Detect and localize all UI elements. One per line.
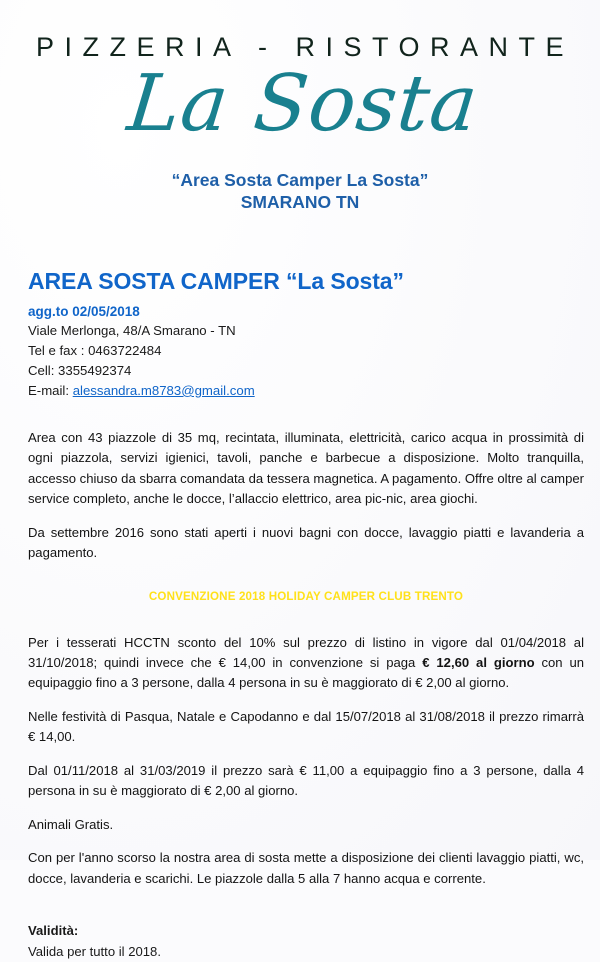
letterhead	[0, 0, 600, 149]
contact-address: Viale Merlonga, 48/A Smarano - TN	[28, 322, 236, 338]
validity-section	[28, 921, 584, 962]
description-paragraph-1: Area con 43 piazzole di 35 mq, recintata, illuminata, elettricità, carico acqua in prossimità di ogni piazzola, servizi igienici, tavoli, panche e barbecue a disposizione. Molto tranquilla, accesso chiuso da sbarra comandata da tessera magnetica. A pagamento. Offre oltre al camper service completo, anche le docce, l’allaccio elettrico, area pic-nic, area giochi.	[28, 429, 584, 507]
terms-paragraph-4: Animali Gratis.	[28, 816, 114, 832]
terms-paragraph-2: Nelle festività di Pasqua, Natale e Capodanno e dal 15/07/2018 al 31/08/2018 il prezzo rimarrà € 14,00.	[28, 708, 584, 745]
terms-text-part-1: Per i tesserati HCCTN sconto del 10% sul prezzo di listino in vigore dal 01/04/2018 al 31/10/2018; quindi invece che € 14,00 in convenzione si paga	[28, 634, 584, 670]
terms-paragraph-1	[28, 633, 584, 694]
subtitle-line-1: “Area Sosta Camper La Sosta”	[171, 169, 429, 190]
document-content	[0, 269, 600, 962]
document-subtitle	[0, 169, 600, 214]
last-updated-date: agg.to 02/05/2018	[28, 303, 140, 319]
contact-mobile: Cell: 3355492374	[28, 362, 132, 378]
terms-price-highlight: € 12,60 al giorno	[422, 654, 535, 670]
contact-email-link[interactable]: alessandra.m8783@gmail.com	[72, 382, 255, 398]
description-paragraph-2: Da settembre 2016 sono stati aperti i nuovi bagni con docce, lavaggio piatti e lavanderia a pagamento.	[28, 524, 584, 561]
page-title: AREA SOSTA CAMPER “La Sosta”	[28, 268, 404, 295]
convention-heading: CONVENZIONE 2018 HOLIDAY CAMPER CLUB TRENTO	[148, 589, 464, 603]
brand-category-line: PIZZERIA - RISTORANTE	[35, 32, 575, 62]
contact-phone: Tel e fax : 0463722484	[28, 342, 162, 358]
terms-text-part-2: con un equipaggio fino a 3 persone, dalla 4 persona in su è maggiorato di € 2,00 al giorno.	[28, 654, 585, 691]
subtitle-line-2: SMARANO TN	[240, 191, 360, 212]
terms-paragraph-3: Dal 01/11/2018 al 31/03/2019 il prezzo sarà € 11,00 a equipaggio fino a 3 persone, dalla 4 persona in su è maggiorato di € 2,00 al giorno.	[28, 762, 584, 799]
validity-text: Valida per tutto il 2018.	[28, 943, 161, 959]
contact-email-row	[28, 381, 584, 401]
terms-paragraph-5: Con per l'anno scorso la nostra area di sosta mette a disposizione dei clienti lavaggio piatti, wc, docce, lavanderia e scarichi. Le piazzole dalla 5 alla 7 hanno acqua e corrente.	[28, 850, 584, 886]
brand-logo-script: La Sosta	[123, 59, 483, 149]
validity-label: Validità:	[28, 923, 79, 939]
contact-email-label: E-mail:	[28, 382, 70, 398]
